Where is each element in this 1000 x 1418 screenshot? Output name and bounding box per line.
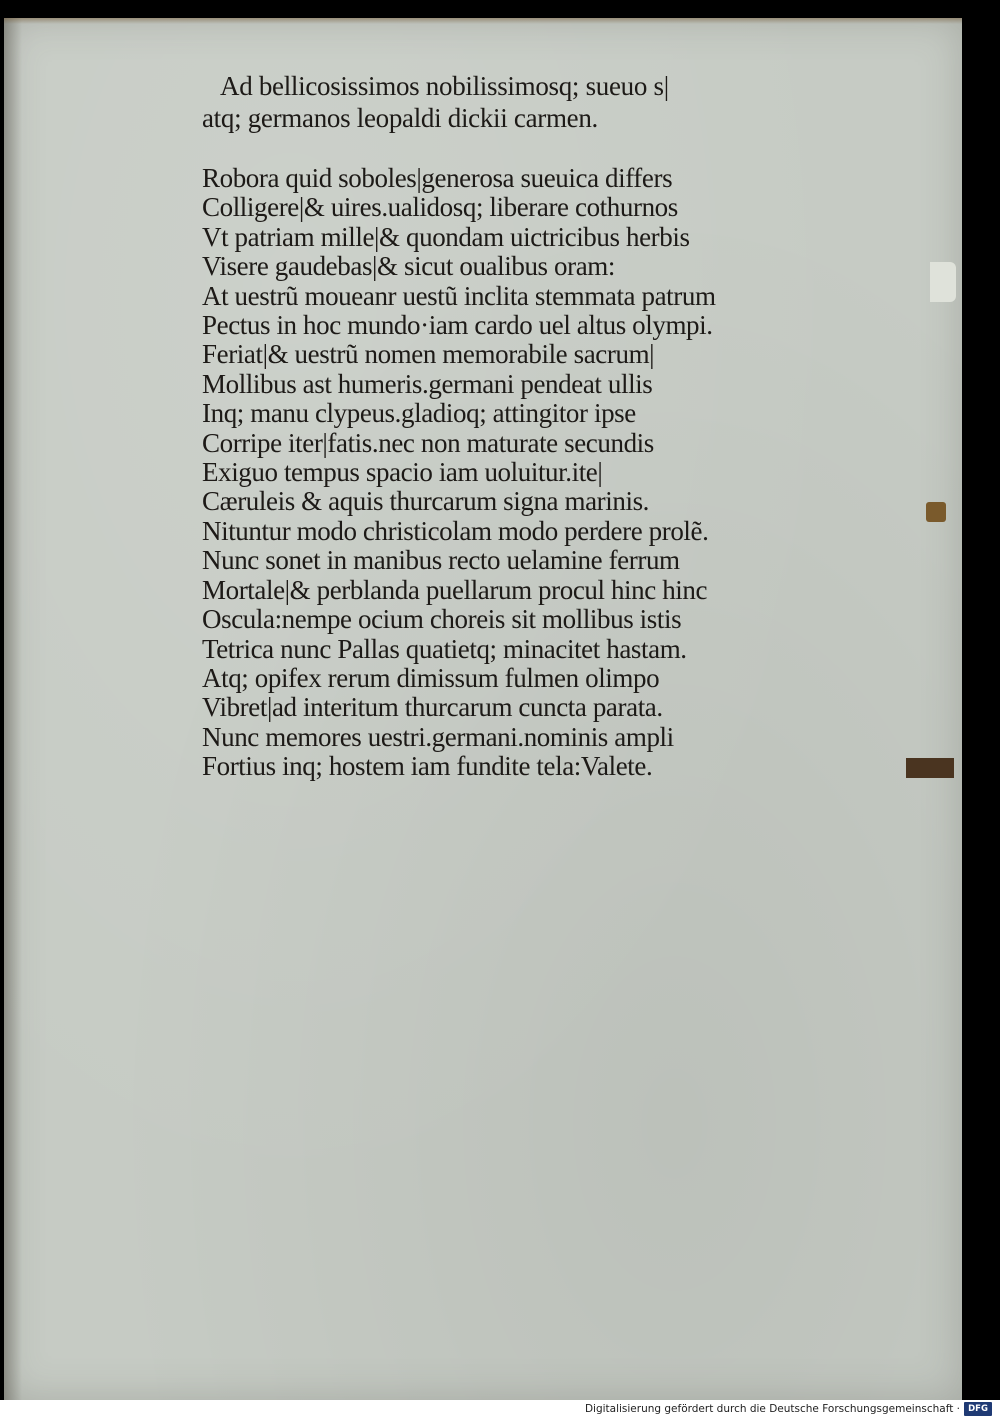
verse-line: Colligere|& uires.ualidosq; liberare cothurnos: [202, 192, 678, 223]
verse-line: Robora quid soboles|generosa sueuica differs: [202, 163, 673, 193]
verse-line: Nituntur modo christicolam modo perdere prolẽ.: [202, 515, 709, 546]
verse-line: Mortale|& perblanda puellarum procul hinc hinc: [202, 574, 708, 605]
verse-line: Nunc sonet in manibus recto uelamine ferrum: [202, 545, 680, 576]
poem-verses: [202, 164, 902, 782]
verse-line: Atq; opifex rerum dimissum fulmen olimpo: [202, 662, 660, 693]
verse-line: Corripe iter|fatis.nec non maturate secundis: [202, 427, 654, 458]
verse-line: Vt patriam mille|& quondam uictricibus herbis: [202, 221, 690, 252]
digitization-footer: [0, 1400, 1000, 1418]
page-edge-tab: [906, 758, 954, 778]
verse-line: Feriat|& uestrũ nomen memorabile sacrum|: [202, 339, 655, 370]
verse-line: Oscula:nempe ocium choreis sit mollibus istis: [202, 604, 682, 635]
verse-line: Vibret|ad interitum thurcarum cuncta parata.: [202, 692, 663, 723]
poem-text-block: [202, 70, 902, 782]
poem-heading-line-2: atq; germanos leopaldi dickii carmen.: [202, 103, 599, 133]
footer-credit-text: Digitalisierung gefördert durch die Deutsche Forschungsgemeinschaft ·: [584, 1403, 960, 1415]
verse-line: Nunc memores uestri.germani.nominis ampli: [202, 721, 674, 752]
verse-line: Tetrica nunc Pallas quatietq; minacitet hastam.: [202, 633, 687, 664]
page-fold-shadow: [4, 18, 22, 1400]
verse-line: At uestrũ moueanr uestũ inclita stemmata patrum: [202, 280, 716, 311]
dfg-logo-icon: DFG: [964, 1402, 992, 1416]
page-edge-flap: [930, 262, 956, 302]
verse-line: Mollibus ast humeris.germani pendeat ullis: [202, 368, 653, 399]
poem-heading-line-1: Ad bellicosissimos nobilissimosq; sueuo s|: [220, 71, 669, 101]
verse-line: Inq; manu clypeus.gladioq; attingitor ipse: [202, 398, 636, 429]
page-edge-stain: [926, 502, 946, 522]
verse-line: Fortius inq; hostem iam fundite tela:Valete.: [202, 751, 653, 782]
book-page: [4, 18, 962, 1400]
verse-line: Pectus in hoc mundo·iam cardo uel altus olympi.: [202, 310, 713, 341]
page-top-edge: [4, 18, 962, 24]
verse-line: Visere gaudebas|& sicut oualibus oram:: [202, 251, 615, 282]
verse-line: Cæruleis & aquis thurcarum signa marinis.: [202, 486, 650, 517]
verse-line: Exiguo tempus spacio iam uoluitur.ite|: [202, 457, 603, 488]
